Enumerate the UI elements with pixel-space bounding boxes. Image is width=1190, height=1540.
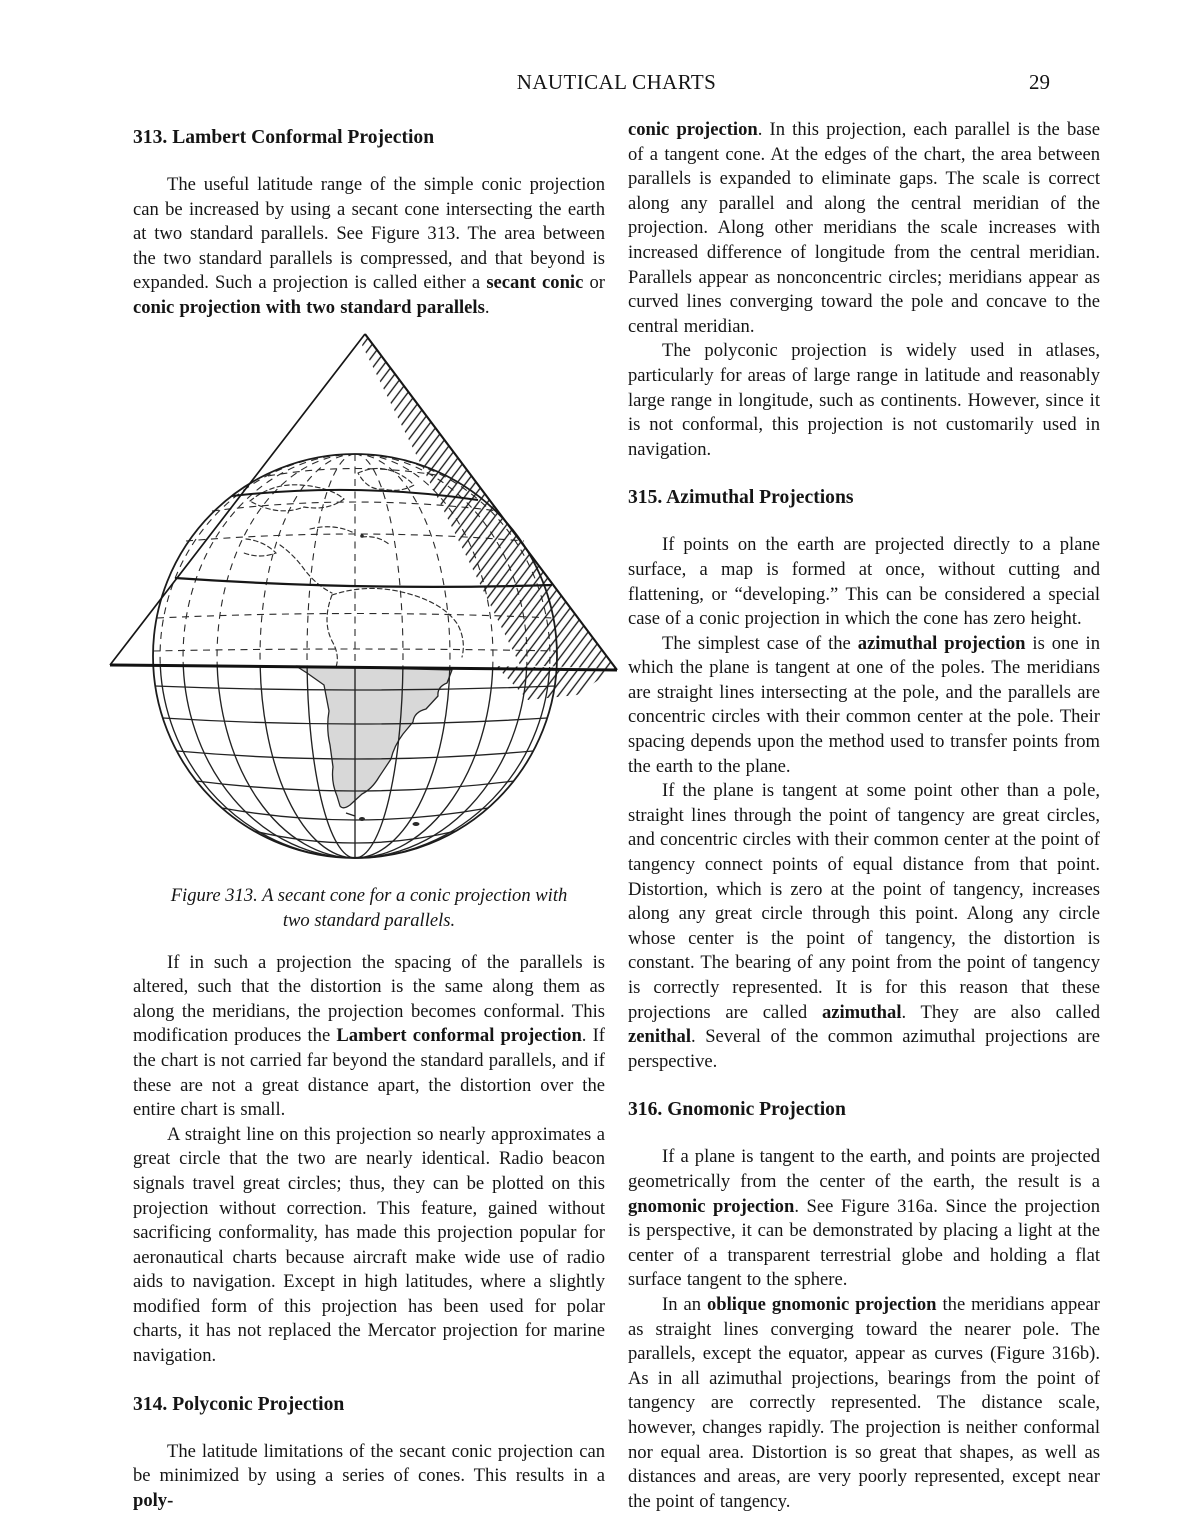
content-columns bbox=[133, 118, 1100, 1514]
section-heading-316: 316. Gnomonic Projection bbox=[628, 1099, 846, 1121]
page-number: 29 bbox=[1029, 70, 1050, 94]
island-dot bbox=[359, 817, 365, 821]
secant-cone-globe-illustration bbox=[100, 333, 630, 873]
running-header-title: NAUTICAL CHARTS bbox=[516, 70, 717, 94]
paragraph-316-2: In an oblique gnomonic projection the meridians appear as straight lines converging toward the nearer pole. The parallels, except the equator, appear as curves (Figure 316b). As in all azimuthal projections, bearings from the point of tangency are correctly represented. The distance scale, however, changes rapidly. The projection is neither conformal nor equal area. Distortion is so great that shapes, as well as distances and areas, are very poorly represented, except near the point of tangency. bbox=[628, 1293, 1100, 1512]
paragraph-314-1: The latitude limitations of the secant conic projection can be minimized by using a series of cones. This results in a poly- bbox=[133, 1440, 605, 1511]
paragraph-314-1-continued: conic projection. In this projection, each parallel is the base of a tangent cone. At the edges of the chart, the area between parallels is expanded to eliminate gaps. The scale is correct along any parallel and along the central meridian of the projection. Along other meridians the scale increases with increased difference of longitude from the central meridian. Parallels appear as nonconcentric circles; meridians appear as curved lines converging toward the pole and concave to the central meridian. bbox=[628, 119, 1100, 337]
paragraph-316-1: If a plane is tangent to the earth, and points are projected geometrically from the center of the earth, the result is a gnomonic projection. See Figure 316a. Since the projection is perspective, it can be demonstrated by placing a light at the center of a transparent terrestrial globe and holding a flat surface tangent to the sphere. bbox=[628, 1146, 1100, 1291]
column-left bbox=[133, 118, 605, 1514]
section-heading-313: 313. Lambert Conformal Projection bbox=[133, 127, 435, 148]
figure-caption bbox=[133, 883, 605, 933]
paragraph-313-3: A straight line on this projection so nearly approximates a great circle that the two are nearly identical. Radio beacon signals travel great circles; thus, they can be plotted on this projection without correction. This feature, gained without sacrificing conformality, has made this projection popular for aeronautical charts because aircraft make wide use of radio aids to navigation. Except in high latitudes, where a slightly modified form of this projection has been used for polar charts, it has not replaced the Mercator projection for marine navigation. bbox=[133, 1123, 605, 1367]
figure-caption-line-2: two standard parallels. bbox=[282, 909, 456, 931]
paragraph-315-3: If the plane is tangent at some point other than a pole, straight lines through the point of tangency are great circles, and concentric circles with their common center at the point of tangency connect points of equal distance from that point. Distortion, which is zero at the point of tangency, increases along any great circle through this point. Along any circle whose center is the point of tangency, the distortion is constant. The bearing of any point from the point of tangency is correctly represented. It is for this reason that these projections are called azimuthal. They are also called zenithal. Several of the common azimuthal projections are perspective. bbox=[628, 780, 1100, 1072]
paragraph-313-2: If in such a projection the spacing of the parallels is altered, such that the distortion is the same along them as along the meridians, the projection becomes conformal. This modification produces the Lambert conformal projection. If the chart is not carried far beyond the standard parallels, and if these are not a great distance apart, the distortion over the entire chart is small. bbox=[133, 951, 605, 1121]
paragraph-314-2: The polyconic projection is widely used in atlases, particularly for areas of large range in latitude and reasonably large range in longitude, such as continents. However, since it is not conformal, this projection is not customarily used in navigation. bbox=[628, 340, 1100, 460]
paragraph-313-1: The useful latitude range of the simple conic projection can be increased by using a secant cone intersecting the earth at two standard parallels. See Figure 313. The area between the two standard parallels is compressed, and that beyond is expanded. Such a projection is called either a secant conic or conic projection with two standard parallels. bbox=[133, 174, 606, 318]
figure-313 bbox=[100, 333, 630, 873]
section-heading-314: 314. Polyconic Projection bbox=[133, 1393, 345, 1415]
section-heading-315: 315. Azimuthal Projections bbox=[628, 487, 854, 509]
figure-caption-line-1: Figure 313. A secant cone for a conic projection with bbox=[170, 884, 568, 906]
island-dot bbox=[413, 822, 420, 826]
paragraph-315-2: The simplest case of the azimuthal projection is one in which the plane is tangent at one of the poles. The meridians are straight lines intersecting at the pole, and the parallels are concentric circles with their common center at the pole. Their spacing depends upon the method used to transfer points from the earth to the plane. bbox=[628, 632, 1100, 777]
paragraph-315-1: If points on the earth are projected directly to a plane surface, a map is formed at once, without cutting and flattening, or “developing.” This can be considered a special case of a conic projection in which the cone has zero height. bbox=[628, 534, 1100, 630]
coastline-outlines bbox=[244, 468, 463, 667]
south-america-shaded-landmass bbox=[296, 666, 452, 808]
cone-right-edge bbox=[365, 334, 617, 670]
column-right bbox=[628, 118, 1100, 1514]
page-header bbox=[133, 70, 1100, 95]
